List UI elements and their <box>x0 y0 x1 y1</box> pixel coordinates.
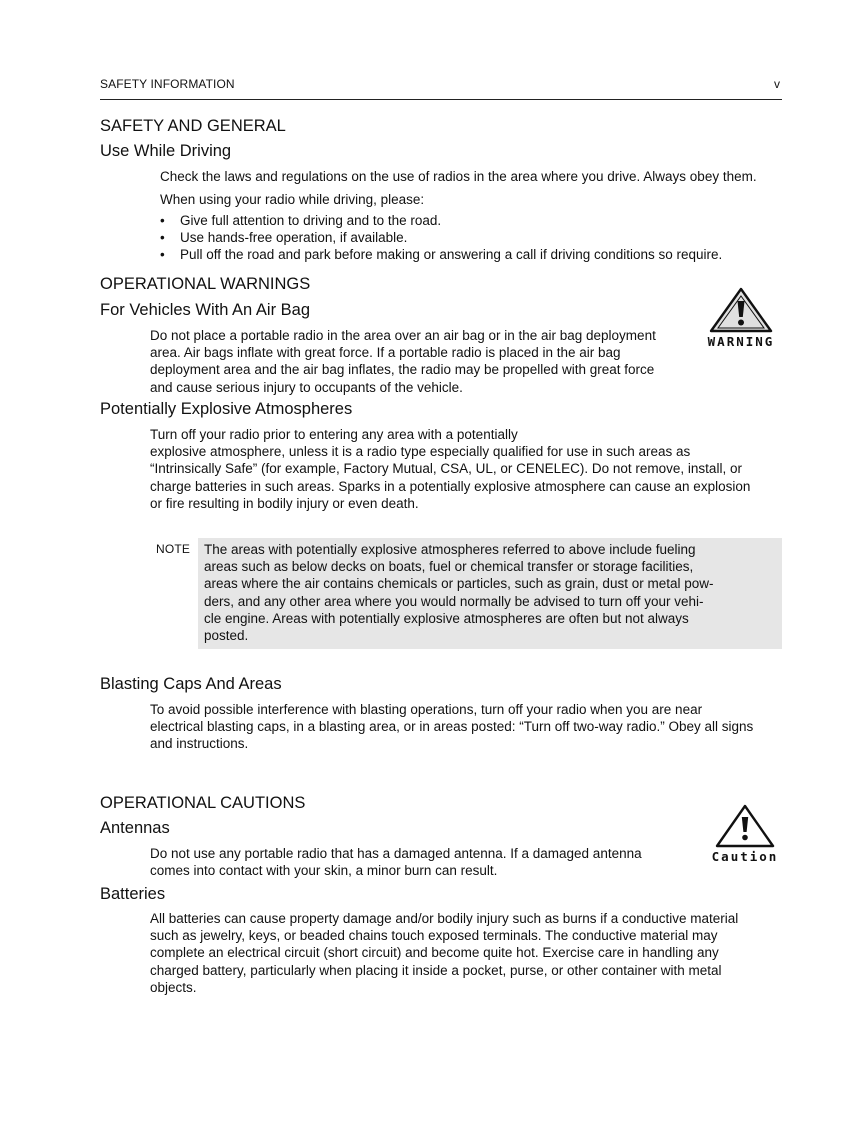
list-item-text: Pull off the road and park before making or answering a call if driving conditions so require. <box>180 247 723 263</box>
list-item-text: Use hands-free operation, if available. <box>180 230 408 246</box>
note-text <box>204 541 764 644</box>
subsection-title-antennas: Antennas <box>100 819 170 837</box>
text-line: objects. <box>150 979 197 995</box>
blasting-paragraph <box>150 701 753 753</box>
subsection-title-air-bag: For Vehicles With An Air Bag <box>100 301 311 319</box>
section-title-safety-general: SAFETY AND GENERAL <box>100 117 286 135</box>
text-line: The areas with potentially explosive atmospheres referred to above include fueling <box>204 542 696 557</box>
subsection-title-use-while-driving: Use While Driving <box>100 142 232 160</box>
text-line: electrical blasting caps, in a blasting area, or in areas posted: “Turn off two-way radio.” Obey all signs <box>150 719 754 735</box>
caution-triangle-icon <box>715 804 775 848</box>
text-line: All batteries can cause property damage and/or bodily injury such as burns if a conductive material <box>150 911 739 926</box>
driving-para-1: Check the laws and regulations on the use of radios in the area where you drive. Always obey them. <box>160 169 757 184</box>
text-line: To avoid possible interference with blasting operations, turn off your radio when you are near <box>150 702 703 717</box>
bullet-dot: • <box>160 230 165 246</box>
subsection-title-explosive-atmospheres: Potentially Explosive Atmospheres <box>100 400 353 418</box>
explosive-paragraph <box>150 426 750 512</box>
text-line: such as jewelry, keys, or beaded chains touch exposed terminals. The conductive material may <box>150 928 718 944</box>
driving-para-2: When using your radio while driving, please: <box>160 192 425 207</box>
air-bag-paragraph <box>150 327 656 396</box>
caution-label: Caution <box>711 849 779 864</box>
note-box <box>198 538 782 649</box>
batteries-paragraph <box>150 910 738 996</box>
note-label: NOTE <box>156 542 191 556</box>
driving-bullet-list <box>160 212 722 264</box>
text-line: charge batteries in such areas. Sparks in a potentially explosive atmosphere can cause an explosion <box>150 478 751 494</box>
page-header <box>100 77 782 100</box>
text-line: areas such as below decks on boats, fuel or chemical transfer or storage facilities, <box>204 559 694 575</box>
text-line: and cause serious injury to occupants of the vehicle. <box>150 379 463 395</box>
list-item <box>160 246 722 263</box>
list-item <box>160 212 722 229</box>
caution-badge <box>708 804 782 864</box>
subsection-title-blasting: Blasting Caps And Areas <box>100 675 282 693</box>
antennas-paragraph <box>150 845 642 879</box>
text-line: Do not use any portable radio that has a damaged antenna. If a damaged antenna <box>150 846 642 861</box>
warning-triangle-icon <box>709 287 773 333</box>
bullet-dot: • <box>160 247 165 263</box>
text-line: or fire resulting in bodily injury or even death. <box>150 495 419 511</box>
text-line: and instructions. <box>150 736 249 752</box>
text-line: charged battery, particularly when placing it inside a pocket, purse, or other container with metal <box>150 962 722 978</box>
text-line: comes into contact with your skin, a minor burn can result. <box>150 863 498 879</box>
text-line: cle engine. Areas with potentially explosive atmospheres are often but not always <box>204 610 689 626</box>
page-number: v <box>774 77 780 91</box>
list-item <box>160 229 722 246</box>
warning-badge <box>704 287 778 349</box>
text-line: areas where the air contains chemicals or particles, such as grain, dust or metal pow- <box>204 576 714 592</box>
list-item-text: Give full attention to driving and to the road. <box>180 213 442 228</box>
note-block <box>150 538 782 649</box>
text-line: Turn off your radio prior to entering any area with a potentially <box>150 427 518 442</box>
text-line: deployment area and the air bag inflates, the radio may be propelled with great force <box>150 362 655 378</box>
section-title-operational-warnings: OPERATIONAL WARNINGS <box>100 275 311 293</box>
subsection-title-batteries: Batteries <box>100 885 166 903</box>
text-line: posted. <box>204 628 249 644</box>
section-title-operational-cautions: OPERATIONAL CAUTIONS <box>100 794 306 812</box>
text-line: “Intrinsically Safe” (for example, Factory Mutual, CSA, UL, or CENELEC). Do not remove, install, or <box>150 461 742 477</box>
bullet-dot: • <box>160 213 165 228</box>
text-line: complete an electrical circuit (short circuit) and become quite hot. Exercise care in handling any <box>150 945 719 961</box>
text-line: area. Air bags inflate with great force. If a portable radio is placed in the air bag <box>150 345 621 361</box>
header-title: SAFETY INFORMATION <box>100 77 235 91</box>
warning-label: WARNING <box>707 334 775 349</box>
text-line: explosive atmosphere, unless it is a radio type especially qualified for use in such areas as <box>150 444 691 460</box>
text-line: ders, and any other area where you would normally be advised to turn off your vehi- <box>204 593 704 609</box>
text-line: Do not place a portable radio in the area over an air bag or in the air bag deployment <box>150 328 656 343</box>
